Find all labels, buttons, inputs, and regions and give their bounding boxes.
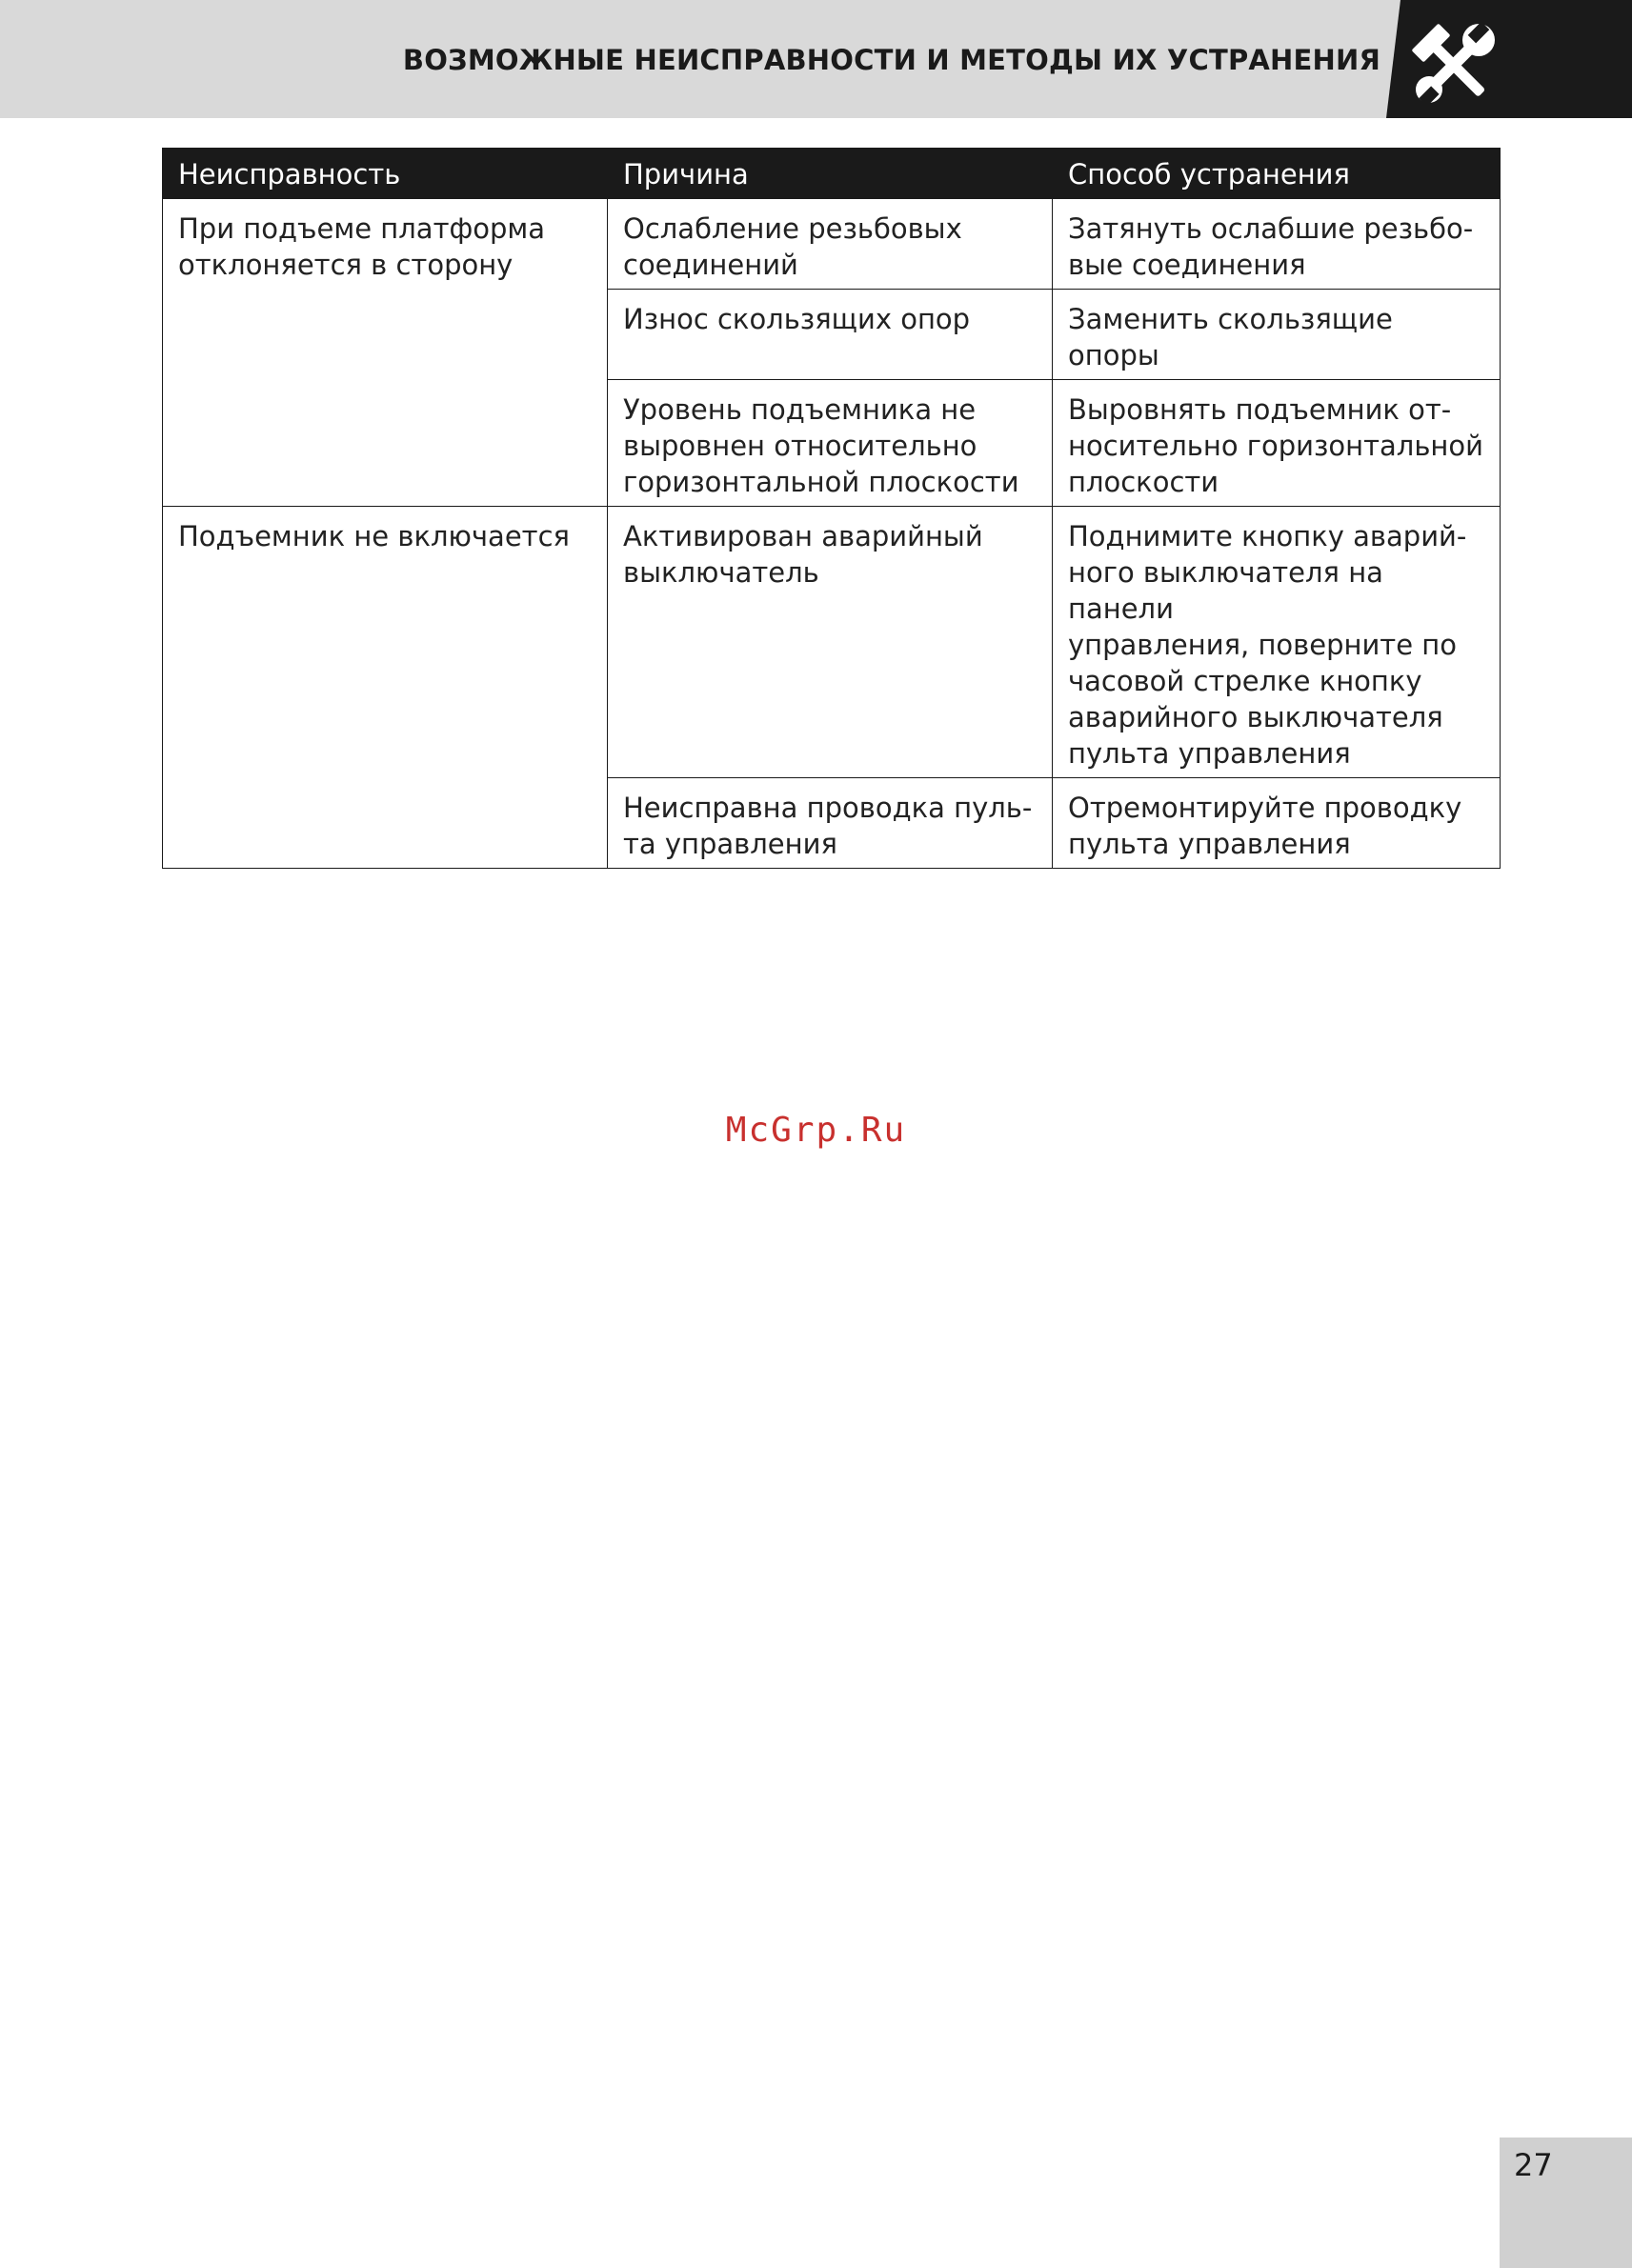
cause-cell: Износ скользящих опор bbox=[608, 290, 1053, 380]
remedy-cell: Поднимите кнопку аварий- ного выключателя на панели управления, поверните по часовой стрелке кнопку аварийного выключателя пульта управления bbox=[1053, 507, 1501, 778]
cause-cell: Ослабление резьбовых соединений bbox=[608, 199, 1053, 290]
remedy-cell: Затянуть ослабшие резьбо- вые соединения bbox=[1053, 199, 1501, 290]
troubleshooting-table bbox=[162, 148, 1501, 869]
cause-cell: Активирован аварийный выключатель bbox=[608, 507, 1053, 778]
page-title: ВОЗМОЖНЫЕ НЕИСПРАВНОСТИ И МЕТОДЫ ИХ УСТРАНЕНИЯ bbox=[402, 44, 1380, 76]
remedy-cell: Выровнять подъемник от- носительно горизонтальной плоскости bbox=[1053, 380, 1501, 507]
watermark: McGrp.Ru bbox=[725, 1111, 907, 1150]
column-header-fault: Неисправность bbox=[163, 149, 608, 199]
column-header-cause: Причина bbox=[608, 149, 1053, 199]
table-header-row bbox=[163, 149, 1501, 199]
remedy-cell: Заменить скользящие опоры bbox=[1053, 290, 1501, 380]
table-row bbox=[163, 507, 1501, 778]
fault-cell: При подъеме платформа отклоняется в сторону bbox=[163, 199, 608, 507]
cause-cell: Неисправна проводка пуль- та управления bbox=[608, 778, 1053, 869]
column-header-remedy: Способ устранения bbox=[1053, 149, 1501, 199]
remedy-cell: Отремонтируйте проводку пульта управления bbox=[1053, 778, 1501, 869]
page-number: 27 bbox=[1514, 2147, 1553, 2183]
table-row bbox=[163, 199, 1501, 290]
cause-cell: Уровень подъемника не выровнен относительно горизонтальной плоскости bbox=[608, 380, 1053, 507]
hammer-wrench-icon bbox=[1410, 21, 1498, 107]
fault-cell: Подъемник не включается bbox=[163, 507, 608, 869]
